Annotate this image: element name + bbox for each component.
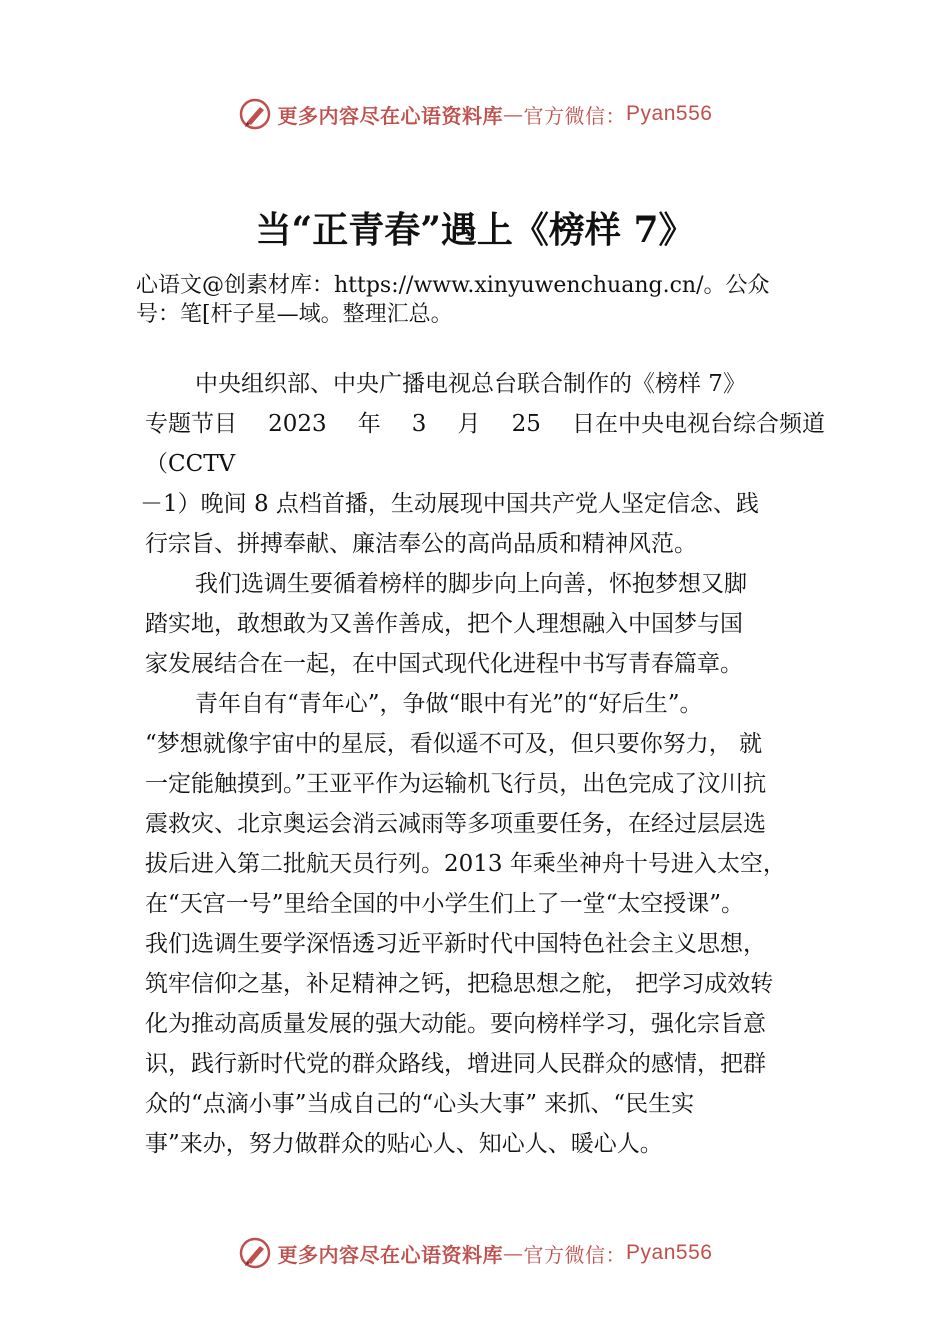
header-banner — [0, 97, 950, 131]
paragraph-line: 青年自有“青年心”，争做“眼中有光”的“好后生”。 — [195, 691, 703, 717]
paragraph-line: －1）晚间 8 点档首播，生动展现中国共产党人坚定信念、践 — [140, 491, 759, 517]
paragraph-line: 众的“点滴小事”当成自己的“心头大事” 来抓、“民生实 — [145, 1091, 695, 1117]
banner-brand: 更多内容尽在心语资料库 — [277, 1242, 504, 1267]
pen-logo-icon — [238, 97, 272, 131]
paragraph-line: “梦想就像宇宙中的星辰，看似遥不可及，但只要你努力， 就 — [145, 731, 763, 757]
paragraph-line: 拔后进入第二批航天员行列。2013 年乘坐神舟十号进入太空， — [145, 851, 786, 877]
paragraph-line: 震救灾、北京奥运会消云减雨等多项重要任务，在经过层层选 — [145, 811, 766, 837]
banner-wechat-id: Pyan556 — [626, 102, 713, 125]
paragraph-line: 事”来办，努力做群众的贴心人、知心人、暖心人。 — [145, 1131, 663, 1157]
paragraph-line: 在“天宫一号”里给全国的中小学生们上了一堂“太空授课”。 — [145, 891, 745, 917]
paragraph-line: 家发展结合在一起，在中国式现代化进程中书写青春篇章。 — [145, 651, 743, 677]
paragraph-line: 我们选调生要循着榜样的脚步向上向善，怀抱梦想又脚 — [195, 571, 747, 597]
text-part: 专题节目 — [145, 411, 237, 437]
source-note — [136, 271, 826, 329]
banner-brand: 更多内容尽在心语资料库 — [277, 103, 504, 128]
text-part: 3 — [411, 411, 427, 437]
banner-dash: — — [503, 102, 524, 126]
paragraph-line: 一定能触摸到。”王亚平作为运输机飞行员，出色完成了汶川抗 — [145, 771, 767, 797]
text-part: 日在中央电视台综合频道 — [571, 411, 825, 437]
paragraph-line: 筑牢信仰之基，补足精神之钙，把稳思想之舵， 把学习成效转 — [145, 971, 774, 997]
banner-wechat-label: 官方微信： — [523, 1242, 627, 1267]
footer-banner — [0, 1236, 950, 1270]
paragraph-line: （CCTV — [145, 451, 236, 477]
article-body — [140, 364, 825, 1164]
source-line: 心语文@创素材库：https://www.xinyuwenchuang.cn/。公众 — [136, 273, 770, 298]
banner-dash: — — [503, 1241, 524, 1265]
banner-wechat-id: Pyan556 — [626, 1241, 713, 1264]
text-part: 年 — [357, 411, 381, 437]
text-part: 月 — [457, 411, 481, 437]
paragraph-line: 识，践行新时代党的群众路线，增进同人民群众的感情，把群 — [145, 1051, 766, 1077]
banner-wechat-label: 官方微信： — [523, 103, 627, 128]
paragraph-line — [145, 404, 825, 444]
text-part: 25 — [511, 411, 541, 437]
paragraph-line: 我们选调生要学深悟透习近平新时代中国特色社会主义思想， — [145, 931, 766, 957]
pen-logo-icon — [238, 1236, 272, 1270]
page-title: 当“正青春”遇上《榜样 7》 — [255, 209, 695, 251]
paragraph-line: 踏实地，敢想敢为又善作善成，把个人理想融入中国梦与国 — [145, 611, 743, 637]
paragraph-line: 中央组织部、中央广播电视总台联合制作的《榜样 7》 — [195, 371, 746, 397]
paragraph-line: 化为推动高质量发展的强大动能。要向榜样学习，强化宗旨意 — [145, 1011, 766, 1037]
source-line: 号：笔[杆子星—域。整理汇总。 — [136, 302, 453, 327]
text-part: 2023 — [268, 411, 327, 437]
paragraph-line: 行宗旨、拼搏奉献、廉洁奉公的高尚品质和精神风范。 — [145, 531, 697, 557]
